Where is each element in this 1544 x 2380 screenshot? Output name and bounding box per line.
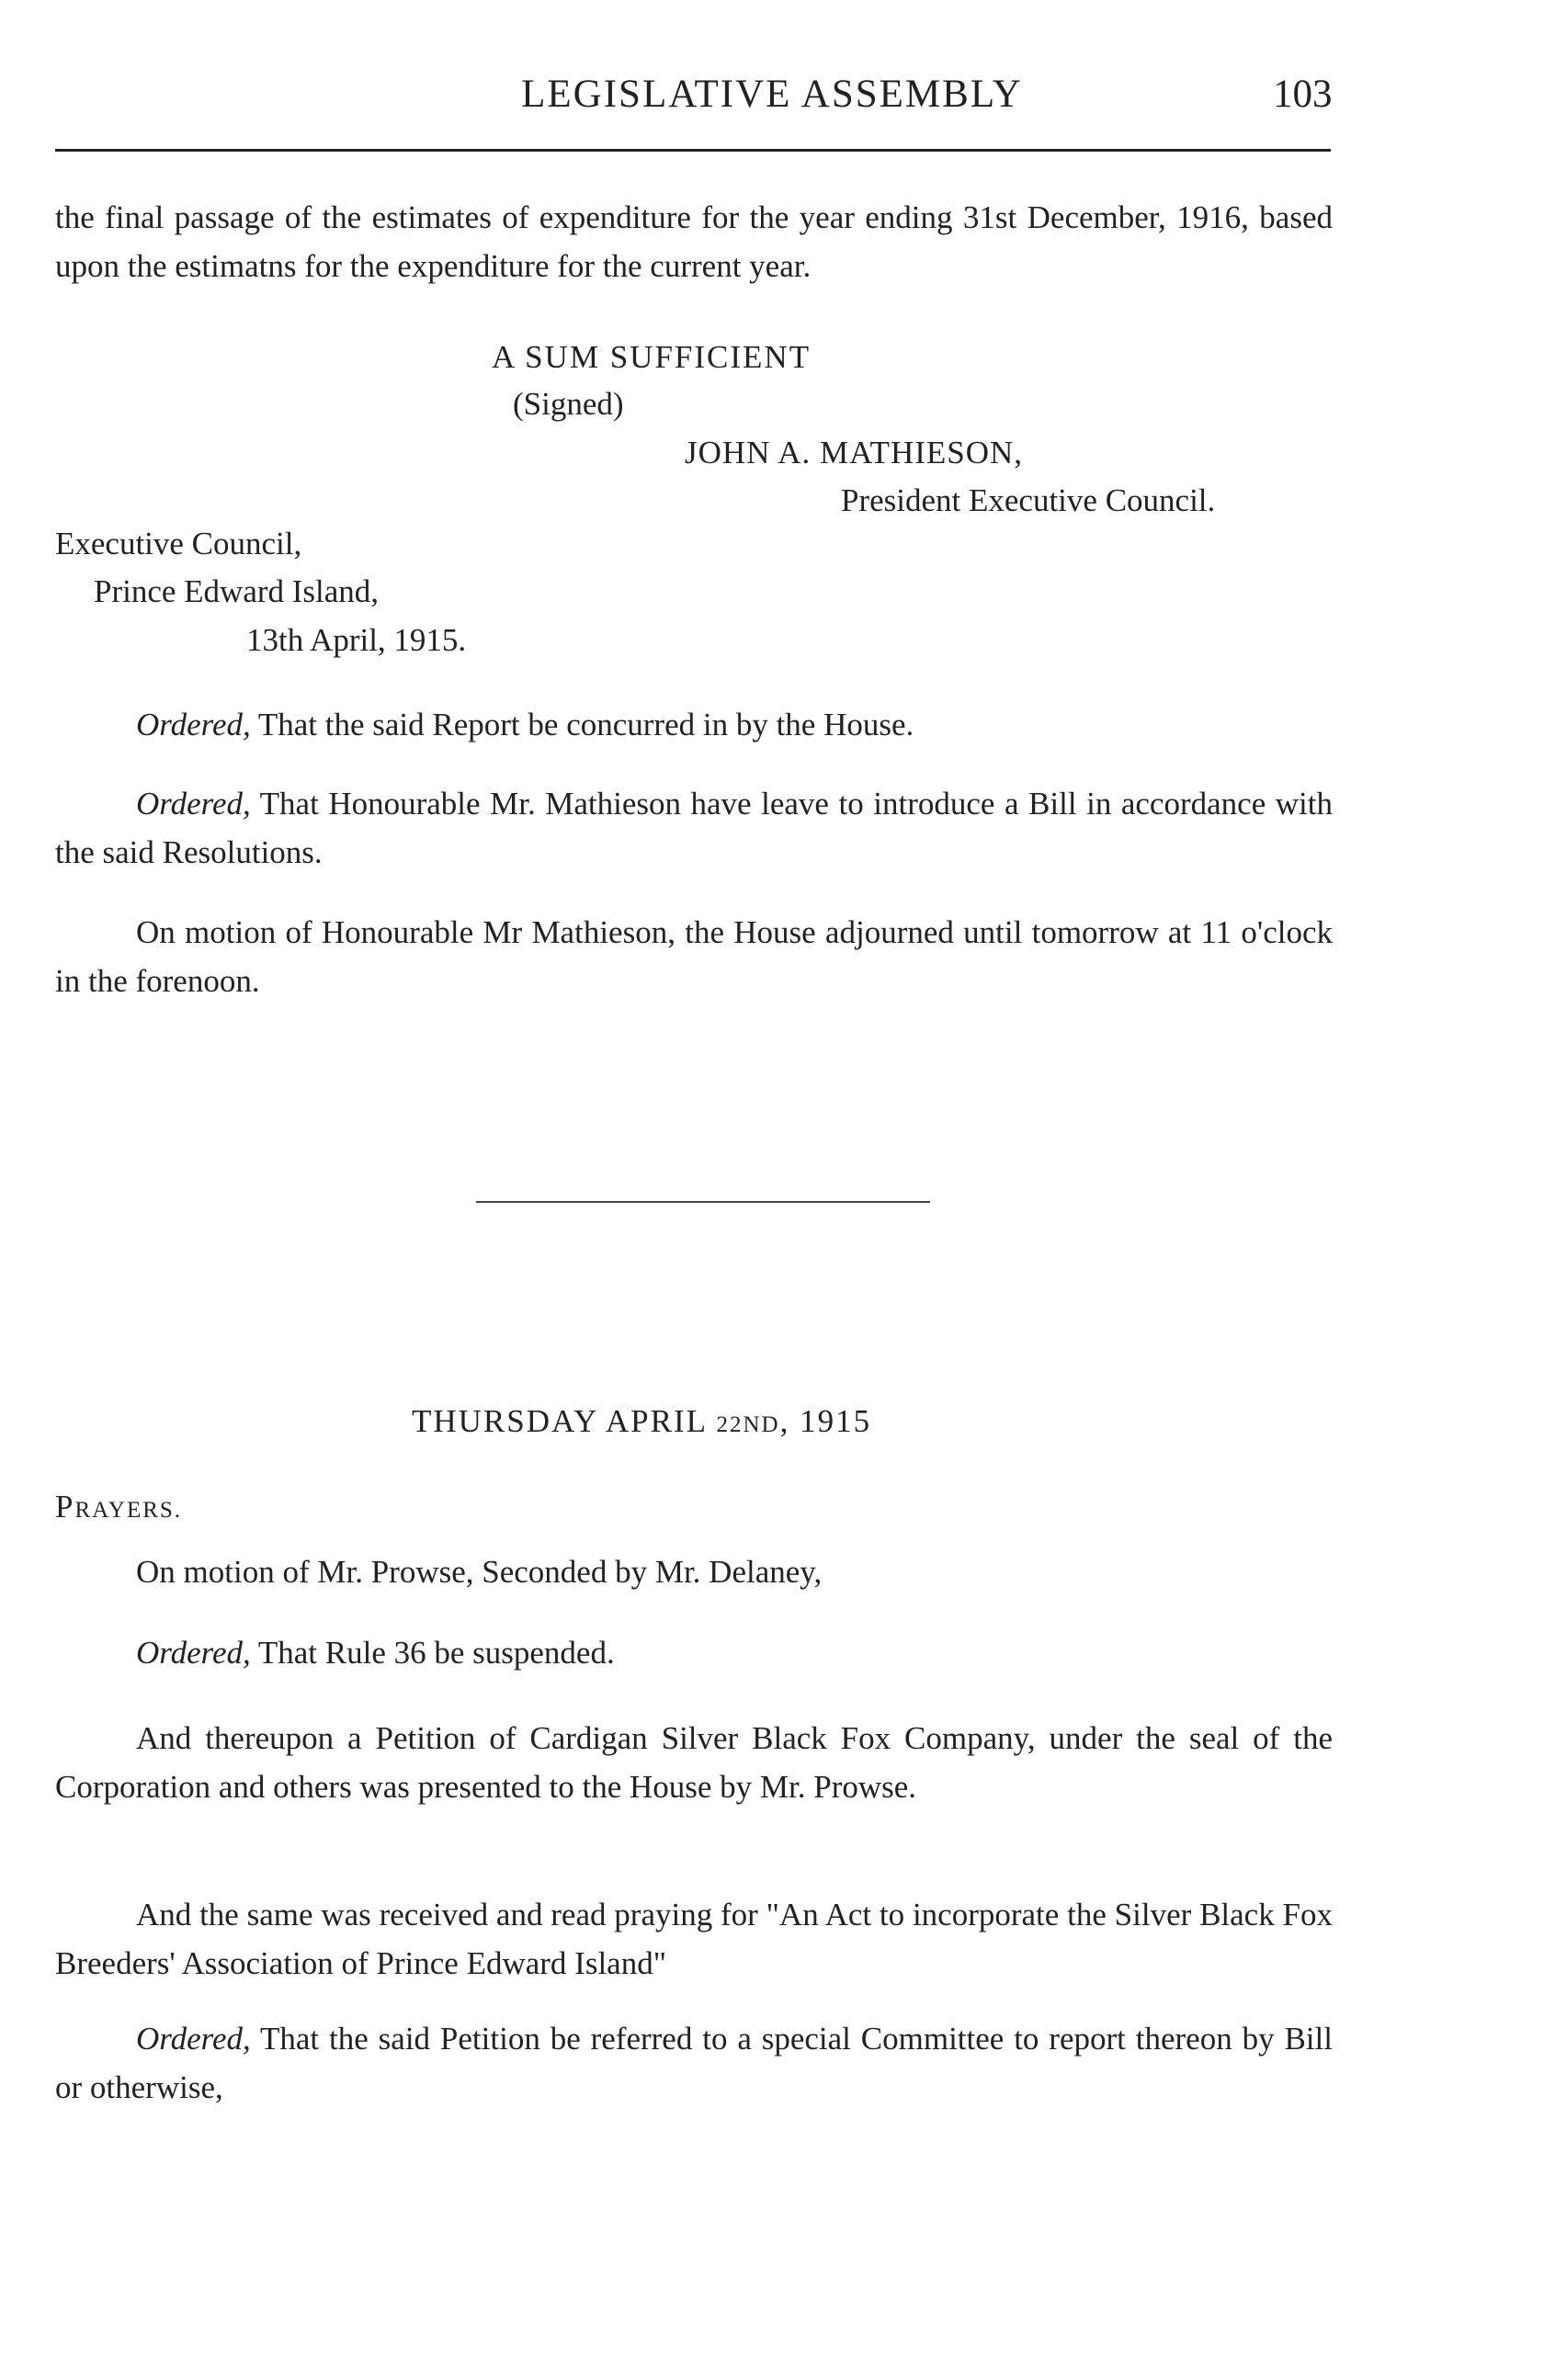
signatory-title: President Executive Council. — [841, 482, 1216, 518]
ordered-report-paragraph — [55, 700, 1333, 749]
ordered-report-text: That the said Report be concurred in by the House. — [257, 707, 914, 742]
place-line-1: Executive Council, — [55, 526, 302, 561]
ordered-label: Ordered, — [136, 2021, 251, 2057]
signed-line: (Signed) — [513, 386, 624, 422]
date-heading-year: , 1915 — [779, 1403, 872, 1439]
motion-prowse-line: On motion of Mr. Prowse, Seconded by Mr. Delaney, — [136, 1554, 823, 1590]
received-paragraph: And the same was received and read praying for "An Act to incorporate the Silver Black Fox Breeders' Association of Prince Edward Island" — [55, 1897, 1333, 1981]
prayers-rest: RAYERS. — [74, 1498, 183, 1523]
ordered-bill-text: That Honourable Mr. Mathieson have leave to introduce a Bill in accordance with the said Resolutions. — [55, 786, 1333, 870]
adjourn-paragraph: On motion of Honourable Mr Mathieson, the House adjourned until tomorrow at 11 o'clock in the forenoon. — [55, 914, 1333, 999]
date-heading-main: THURSDAY APRIL — [412, 1403, 707, 1439]
page-number: 103 — [1273, 73, 1333, 116]
ordered-bill-paragraph — [55, 779, 1333, 877]
ordered-label: Ordered, — [136, 1635, 251, 1671]
signatory-name: JOHN A. MATHIESON, — [685, 435, 1024, 470]
sum-sufficient-line: A SUM SUFFICIENT — [492, 339, 812, 375]
place-line-3: 13th April, 1915. — [246, 622, 467, 658]
prayers-heading — [55, 1482, 182, 1535]
running-header-title: LEGISLATIVE ASSEMBLY — [521, 73, 1023, 116]
header-rule — [55, 149, 1331, 152]
date-heading-day: 22ND — [716, 1412, 780, 1437]
ordered-petition-text: That the said Petition be referred to a special Committee to report thereon by Bill or otherwise, — [55, 2021, 1333, 2105]
section-divider — [476, 1201, 930, 1203]
estimates-paragraph: the final passage of the estimates of expenditure for the year ending 31st December, 1916, based upon the estimatns for the expenditure for the current year. — [55, 199, 1333, 284]
date-heading — [412, 1397, 871, 1449]
ordered-label: Ordered, — [136, 707, 251, 742]
petition-paragraph: And thereupon a Petition of Cardigan Silver Black Fox Company, under the seal of the Corporation and others was presented to the House by Mr. Prowse. — [55, 1720, 1333, 1805]
place-line-2: Prince Edward Island, — [94, 573, 380, 609]
ordered-rule-paragraph — [136, 1628, 615, 1677]
ordered-rule-text: That Rule 36 be suspended. — [257, 1635, 615, 1671]
ordered-petition-paragraph — [55, 2014, 1333, 2112]
prayers-initial: P — [55, 1489, 75, 1524]
ordered-label: Ordered, — [136, 786, 251, 822]
